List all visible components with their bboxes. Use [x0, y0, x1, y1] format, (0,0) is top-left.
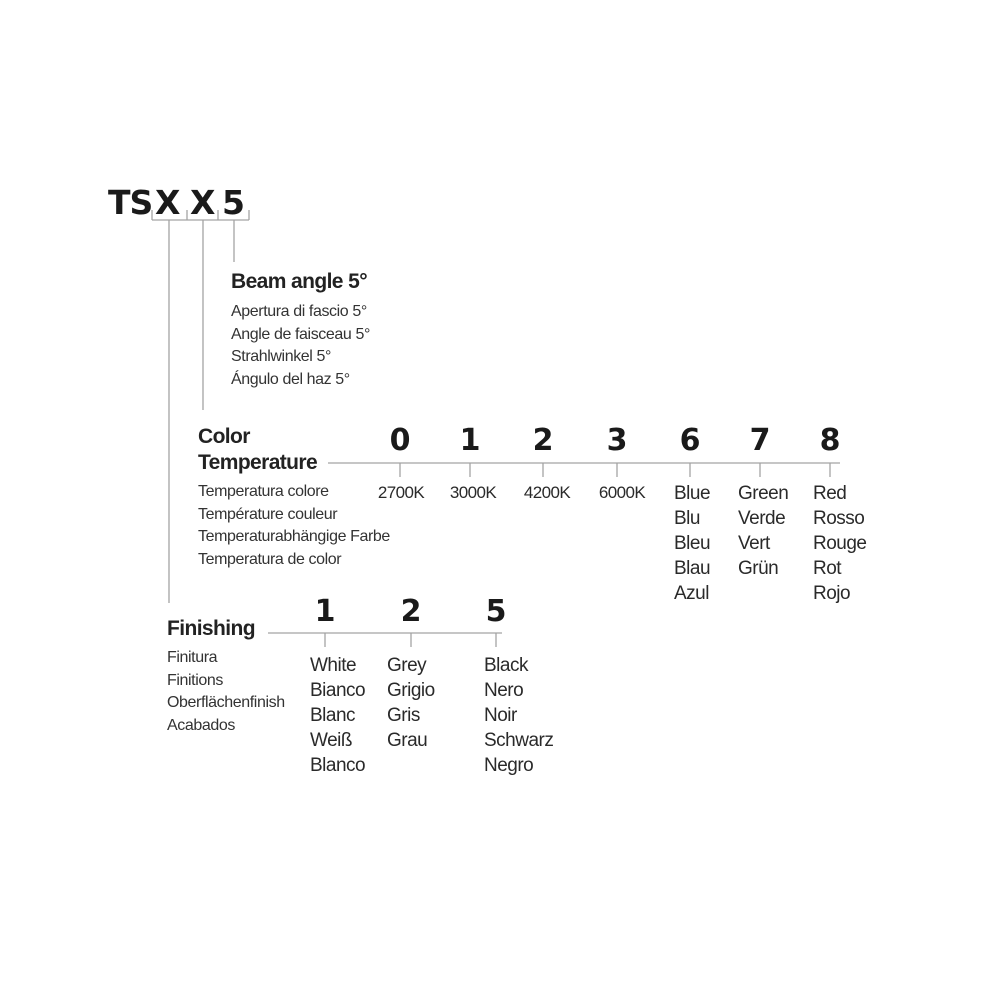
ct-option-code: 7 [749, 423, 771, 458]
ct-option-code: 2 [532, 423, 554, 458]
ct-color-name: Rojo [813, 583, 851, 604]
finishing-translation: Acabados [167, 716, 235, 734]
finishing-title: Finishing [167, 617, 255, 640]
fin-color-name: Blanc [310, 705, 356, 726]
ct-color-name: Red [813, 483, 847, 504]
ct-color-name: Rot [813, 558, 842, 579]
ct-translation: Température couleur [198, 505, 338, 523]
fin-color-name: White [310, 655, 357, 676]
fin-color-name: Negro [484, 755, 534, 776]
fin-color-name: Nero [484, 680, 524, 701]
code-segment-beam: 5 [222, 183, 244, 222]
fin-option-code: 2 [400, 594, 422, 629]
fin-color-name: Schwarz [484, 730, 554, 751]
ct-kelvin-value: 2700K [377, 483, 425, 502]
ct-color-name: Rosso [813, 508, 865, 529]
ct-color-name: Bleu [674, 533, 711, 554]
ct-color-name: Rouge [813, 533, 867, 554]
ct-color-name: Blu [674, 508, 700, 529]
ct-color-name: Blue [674, 483, 711, 504]
finishing-translation: Oberflächenfinish [167, 694, 285, 711]
code-segment-color: X [155, 183, 180, 222]
ct-translation: Temperatura colore [198, 483, 329, 500]
color-temperature-title-line1: Color [198, 425, 250, 448]
fin-option-code: 5 [485, 594, 507, 629]
ct-kelvin-value: 3000K [449, 483, 497, 502]
fin-color-name: Blanco [310, 755, 366, 776]
beam-translations [231, 301, 370, 391]
code-segment-finish: X [190, 183, 215, 222]
beam-translation: Ángulo del haz 5° [231, 370, 350, 388]
fin-color-name: Black [484, 655, 528, 676]
ct-color-name: Blau [674, 558, 711, 579]
fin-color-name: Weiß [310, 730, 352, 751]
ct-kelvin-value: 6000K [598, 483, 646, 502]
ct-option-code: 0 [389, 423, 411, 458]
ct-option-code: 1 [459, 423, 481, 458]
beam-translation: Apertura di fascio 5° [231, 303, 367, 320]
ct-translation: Temperatura de color [198, 550, 342, 568]
ct-color-name: Green [738, 483, 789, 504]
fin-option-2-list [387, 653, 435, 753]
fin-option-code: 1 [314, 594, 336, 629]
fin-color-name: Bianco [310, 680, 366, 701]
ct-option-code: 3 [606, 423, 628, 458]
ct-option-8-list [813, 481, 867, 606]
ct-kelvin-value: 4200K [523, 483, 571, 502]
finishing-translations [167, 647, 285, 737]
color-temperature-translations [198, 481, 390, 571]
ct-color-name: Grün [738, 558, 779, 579]
beam-title: Beam angle 5° [231, 270, 367, 293]
ct-color-name: Verde [738, 508, 786, 529]
ct-option-code: 8 [819, 423, 841, 458]
ct-option-7-list [738, 481, 788, 581]
color-temperature-title-line2: Temperature [198, 451, 318, 474]
fin-color-name: Grigio [387, 680, 435, 701]
ct-translation: Temperaturabhängige Farbe [198, 528, 390, 545]
finishing-translation: Finitura [167, 649, 218, 666]
fin-color-name: Noir [484, 705, 517, 726]
fin-color-name: Grau [387, 730, 428, 751]
ct-option-code: 6 [679, 423, 701, 458]
fin-color-name: Grey [387, 655, 427, 676]
fin-color-name: Gris [387, 705, 420, 726]
ct-color-name: Vert [738, 533, 770, 554]
beam-translation: Angle de faisceau 5° [231, 325, 370, 343]
ct-color-name: Azul [674, 583, 709, 604]
ct-option-6-list [674, 481, 710, 606]
fin-option-1-list [310, 653, 365, 778]
fin-option-5-list [484, 653, 553, 778]
finishing-translation: Finitions [167, 671, 223, 689]
beam-translation: Strahlwinkel 5° [231, 348, 332, 365]
color-temperature-title [198, 424, 317, 476]
code-prefix: TS [108, 183, 153, 222]
